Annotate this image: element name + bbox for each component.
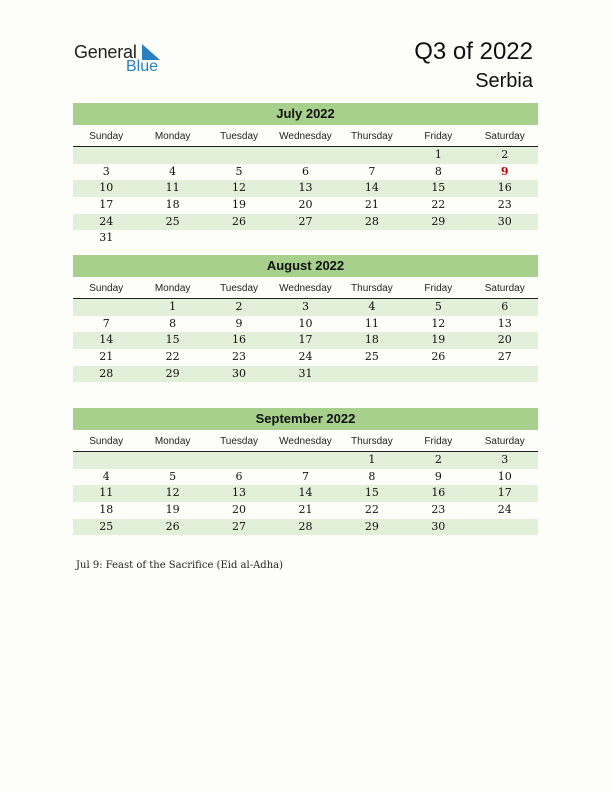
day-cell <box>73 147 139 164</box>
day-cell <box>272 452 338 469</box>
day-cell: 21 <box>99 350 114 364</box>
day-cell: 29 <box>364 519 379 533</box>
weekday-header-row <box>73 279 538 299</box>
weekday-label: Wednesday <box>279 283 332 294</box>
day-cell <box>272 230 338 247</box>
logo-blue-text: Blue <box>126 58 159 75</box>
day-cell: 25 <box>165 214 180 228</box>
day-cell: 9 <box>235 316 243 330</box>
day-cell: 14 <box>364 181 379 195</box>
day-cell: 6 <box>501 300 509 313</box>
day-cell <box>206 452 272 469</box>
weekday-label: Friday <box>424 131 453 142</box>
day-cell <box>472 366 538 383</box>
day-cell: 16 <box>431 486 446 500</box>
week-row <box>73 164 538 181</box>
week-row <box>73 519 538 536</box>
weekday-label: Saturday <box>484 131 525 142</box>
day-cell: 22 <box>431 198 446 212</box>
day-cell: 9 <box>434 469 442 483</box>
day-cell: 4 <box>368 300 376 313</box>
day-cell: 17 <box>497 486 512 500</box>
week-row <box>73 349 538 366</box>
day-cell: 1 <box>169 300 177 313</box>
day-cell: 30 <box>232 366 247 380</box>
month-calendar <box>73 103 538 247</box>
day-cell: 20 <box>497 333 512 347</box>
day-cell: 22 <box>165 350 180 364</box>
day-cell: 25 <box>364 350 379 364</box>
week-row <box>73 502 538 519</box>
day-cell: 2 <box>501 148 509 161</box>
holiday-day-cell: 9 <box>500 164 509 178</box>
day-cell: 1 <box>434 148 442 161</box>
day-cell <box>139 452 205 469</box>
weekday-label: Thursday <box>351 436 393 447</box>
weekday-label: Monday <box>154 131 191 142</box>
weekday-label: Friday <box>424 283 453 294</box>
week-row <box>73 299 538 316</box>
weekday-label: Tuesday <box>220 436 259 447</box>
month-header: July 2022 <box>73 103 538 125</box>
month-header: August 2022 <box>73 255 538 277</box>
day-cell: 23 <box>497 198 512 212</box>
day-cell: 30 <box>497 214 512 228</box>
weekday-label: Sunday <box>89 436 124 447</box>
day-cell: 5 <box>235 164 243 178</box>
day-cell: 14 <box>298 486 313 500</box>
day-cell: 19 <box>232 198 247 212</box>
day-cell <box>405 230 471 247</box>
day-cell: 31 <box>99 231 114 245</box>
day-cell: 26 <box>165 519 180 533</box>
day-cell: 23 <box>232 350 247 364</box>
week-row <box>73 316 538 333</box>
month-calendar <box>73 255 538 382</box>
weekday-label: Wednesday <box>279 436 332 447</box>
day-cell: 24 <box>298 350 313 364</box>
day-cell: 13 <box>232 486 247 500</box>
day-cell: 14 <box>99 333 114 347</box>
weekday-label: Friday <box>424 436 453 447</box>
day-cell <box>339 230 405 247</box>
day-cell <box>139 230 205 247</box>
logo <box>74 42 184 78</box>
day-cell: 29 <box>431 214 446 228</box>
day-cell: 2 <box>235 300 243 313</box>
day-cell: 8 <box>368 469 376 483</box>
day-cell: 31 <box>298 366 313 380</box>
day-cell: 26 <box>232 214 247 228</box>
day-cell: 6 <box>235 469 243 483</box>
week-row <box>73 452 538 469</box>
day-cell: 17 <box>298 333 313 347</box>
day-cell <box>339 147 405 164</box>
page-title: Q3 of 2022 <box>414 38 533 65</box>
week-row <box>73 332 538 349</box>
day-cell <box>405 366 471 383</box>
day-cell: 10 <box>99 181 114 195</box>
day-cell: 28 <box>364 214 379 228</box>
weekday-label: Thursday <box>351 283 393 294</box>
day-cell <box>73 452 139 469</box>
day-cell: 18 <box>165 198 180 212</box>
day-cell: 28 <box>99 366 114 380</box>
day-cell: 10 <box>497 469 512 483</box>
day-cell: 18 <box>99 503 114 517</box>
day-cell: 17 <box>99 198 114 212</box>
week-row <box>73 485 538 502</box>
day-cell: 7 <box>368 164 376 178</box>
day-cell: 27 <box>232 519 247 533</box>
weekday-header-row <box>73 127 538 147</box>
day-cell: 1 <box>368 453 376 466</box>
day-cell <box>139 147 205 164</box>
day-cell: 21 <box>298 503 313 517</box>
day-cell <box>206 230 272 247</box>
day-cell: 13 <box>298 181 313 195</box>
day-cell: 15 <box>165 333 180 347</box>
week-row <box>73 230 538 247</box>
day-cell <box>73 299 139 316</box>
day-cell: 11 <box>99 486 114 500</box>
day-cell: 15 <box>431 181 446 195</box>
weekday-label: Monday <box>154 283 191 294</box>
day-cell: 5 <box>169 469 177 483</box>
day-cell: 23 <box>431 503 446 517</box>
day-cell: 24 <box>497 503 512 517</box>
day-cell: 4 <box>169 164 177 178</box>
day-cell: 11 <box>364 316 379 330</box>
weekday-label: Wednesday <box>279 131 332 142</box>
logo-general-text: General <box>74 42 137 62</box>
day-cell <box>272 147 338 164</box>
day-cell: 27 <box>497 350 512 364</box>
weekday-label: Sunday <box>89 131 124 142</box>
weekday-header-row <box>73 432 538 452</box>
day-cell: 21 <box>364 198 379 212</box>
day-cell: 2 <box>434 453 442 466</box>
day-cell <box>339 366 405 383</box>
day-cell: 16 <box>232 333 247 347</box>
day-cell: 8 <box>434 164 442 178</box>
holiday-notes <box>76 560 283 571</box>
day-cell: 3 <box>501 453 509 466</box>
week-row <box>73 197 538 214</box>
day-cell: 25 <box>99 519 114 533</box>
day-cell: 27 <box>298 214 313 228</box>
holiday-note: Jul 9: Feast of the Sacrifice (Eid al-Adha) <box>76 560 283 571</box>
day-cell: 16 <box>497 181 512 195</box>
day-cell: 22 <box>364 503 379 517</box>
weekday-label: Tuesday <box>220 283 259 294</box>
day-cell: 18 <box>364 333 379 347</box>
day-cell: 8 <box>169 316 177 330</box>
country-name: Serbia <box>475 70 533 92</box>
day-cell: 4 <box>102 469 110 483</box>
day-cell: 28 <box>298 519 313 533</box>
day-cell: 12 <box>232 181 247 195</box>
day-cell: 7 <box>301 469 309 483</box>
month-header: September 2022 <box>73 408 538 430</box>
day-cell: 6 <box>301 164 309 178</box>
day-cell: 30 <box>431 519 446 533</box>
day-cell: 7 <box>102 316 110 330</box>
day-cell <box>472 230 538 247</box>
day-cell: 20 <box>232 503 247 517</box>
weekday-label: Thursday <box>351 131 393 142</box>
week-row <box>73 469 538 486</box>
weekday-label: Sunday <box>89 283 124 294</box>
month-calendar <box>73 408 538 535</box>
day-cell: 3 <box>301 300 309 313</box>
day-cell: 24 <box>99 214 114 228</box>
weekday-label: Saturday <box>484 436 525 447</box>
day-cell: 12 <box>431 316 446 330</box>
day-cell: 20 <box>298 198 313 212</box>
week-row <box>73 366 538 383</box>
day-cell: 11 <box>165 181 180 195</box>
day-cell: 19 <box>431 333 446 347</box>
day-cell <box>472 519 538 536</box>
weekday-label: Monday <box>154 436 191 447</box>
week-row <box>73 214 538 231</box>
day-cell: 10 <box>298 316 313 330</box>
weekday-label: Tuesday <box>220 131 259 142</box>
day-cell <box>206 147 272 164</box>
weekday-label: Saturday <box>484 283 525 294</box>
day-cell: 5 <box>434 300 442 313</box>
week-row <box>73 180 538 197</box>
day-cell: 19 <box>165 503 180 517</box>
day-cell: 3 <box>102 164 110 178</box>
day-cell: 12 <box>165 486 180 500</box>
day-cell: 15 <box>364 486 379 500</box>
day-cell: 29 <box>165 366 180 380</box>
day-cell: 13 <box>497 316 512 330</box>
week-row <box>73 147 538 164</box>
day-cell: 26 <box>431 350 446 364</box>
